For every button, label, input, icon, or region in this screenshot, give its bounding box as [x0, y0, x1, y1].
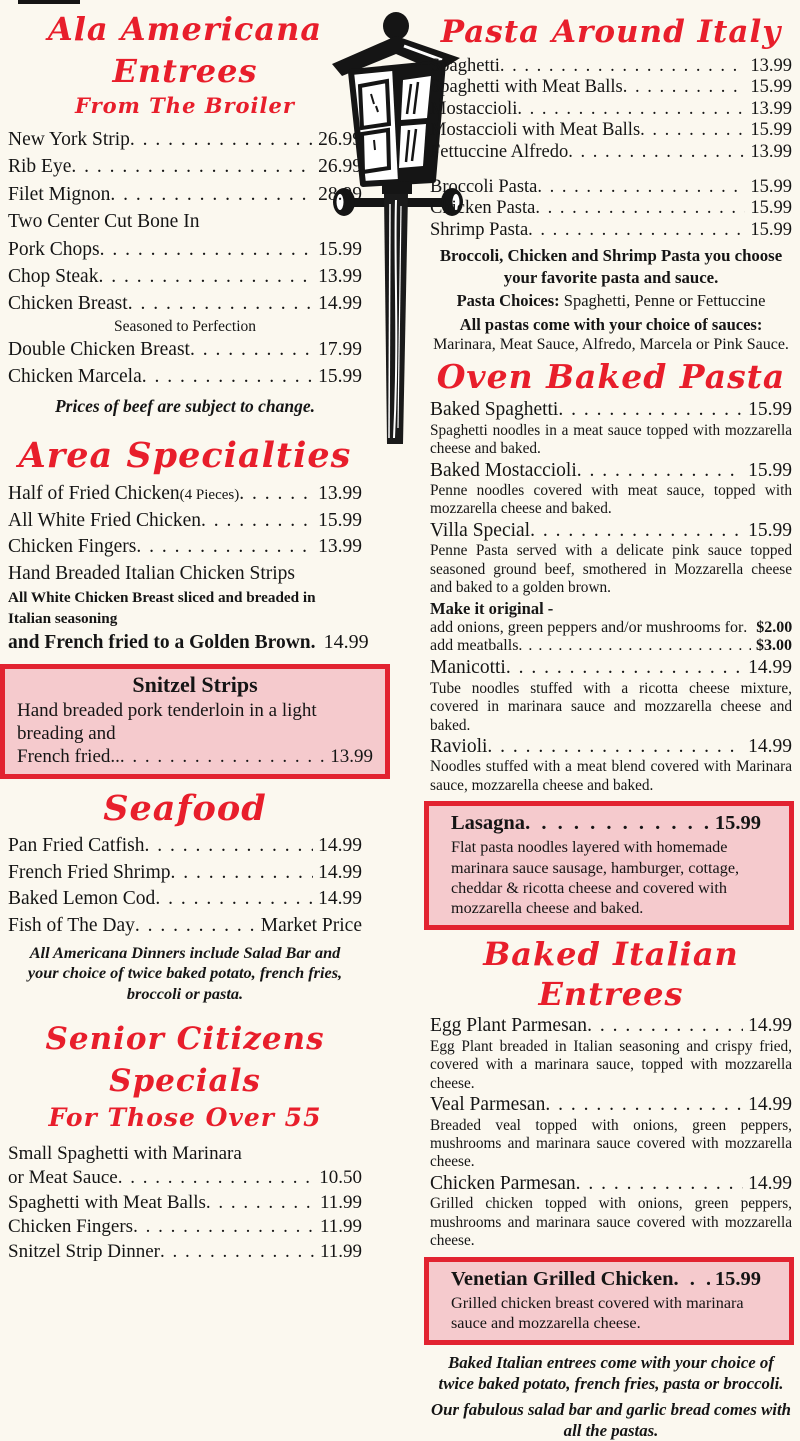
item-name: Chicken Marcela: [8, 366, 142, 388]
item-description: Penne Pasta served with a delicate pink sauce topped seasoned ground beef, smothered in Mozzarella cheese and baked to a golden brown.: [430, 542, 792, 597]
sauces-label: All pastas come with your choice of sauces:: [459, 315, 763, 335]
item-name: Shrimp Pasta: [430, 219, 529, 240]
dot-leader: [110, 181, 313, 208]
item-price: 15.99: [318, 238, 362, 260]
dot-leader: [201, 508, 313, 534]
item-name: New York Strip: [8, 129, 130, 150]
menu-item: [8, 1191, 362, 1215]
dot-leader: [525, 810, 710, 837]
chicken-breast-note: Seasoned to Perfection: [113, 317, 257, 335]
box-desc-line1: Hand breaded pork tenderloin in a light breading and: [17, 700, 317, 745]
item-price: 13.99: [318, 482, 362, 504]
menu-item: [8, 181, 362, 208]
menu-item: [8, 833, 362, 860]
dot-leader: [537, 177, 745, 198]
dot-leader: [311, 630, 319, 656]
menu-item: [430, 120, 792, 141]
item-price: 14.99: [318, 293, 362, 315]
section-subtitle-over-55: For Those Over 55: [48, 1103, 322, 1133]
dot-leader: [120, 745, 325, 768]
item-price: 17.99: [318, 338, 362, 360]
desc-text: French fried..: [17, 746, 120, 768]
item-name: Spaghetti: [430, 56, 500, 76]
menu-item: [430, 77, 792, 98]
box-title: Snitzel Strips: [132, 672, 258, 698]
desc-text: and French fried to a Golden Brown: [8, 631, 311, 653]
item-name: Chicken Pasta: [430, 198, 536, 219]
section-title-ala-americana: Ala Americana Entrees: [47, 10, 323, 90]
section-title-senior-specials: Senior Citizens Specials: [45, 1021, 325, 1100]
make-it-original-label: Make it original -: [430, 598, 554, 618]
item-price: 10.50: [319, 1167, 362, 1189]
americana-item-list: [8, 126, 362, 391]
area-specialties-list: [8, 481, 369, 656]
item-name: Chicken Breast: [8, 293, 128, 315]
dot-leader: [535, 198, 745, 219]
item-name: Venetian Grilled Chicken: [451, 1267, 674, 1290]
dot-leader: [518, 637, 751, 656]
addon-name: add meatballs: [430, 637, 519, 655]
menu-item-with-desc: [430, 398, 792, 458]
menu-item: [430, 99, 792, 120]
menu-item: [8, 1240, 362, 1264]
item-price: 15.99: [750, 219, 792, 240]
dot-leader: [528, 220, 745, 241]
dot-leader: [160, 1240, 315, 1264]
menu-item-with-desc: [430, 1014, 792, 1093]
menu-item: [8, 236, 362, 263]
menu-item: [8, 1166, 362, 1190]
box-desc-line2: [17, 745, 373, 768]
dot-leader: [640, 120, 745, 141]
menu-item: [8, 263, 362, 290]
item-name: Rib Eye: [8, 156, 72, 178]
salad-bar-note: Our fabulous salad bar and garlic bread comes with all the pastas.: [431, 1400, 791, 1440]
pasta-choices-line: [430, 290, 792, 311]
item-description: Breaded veal topped with onions, green peppers, mushrooms and marinara sauce covered with mozzarella cheese.: [430, 1116, 792, 1171]
chicken-strips-desc-line1: All White Chicken Breast sliced and breaded in Italian seasoning: [8, 588, 316, 627]
item-name: Spaghetti with Meat Balls: [8, 1191, 206, 1213]
right-column: [430, 0, 792, 1441]
menu-item-with-desc: [430, 1172, 792, 1251]
menu-item: [8, 913, 362, 940]
senior-specials-list: [8, 1142, 362, 1264]
item-name: Lasagna: [451, 812, 526, 835]
dot-leader: [517, 99, 745, 120]
item-description: Tube noodles stuffed with a ricotta cheese mixture, covered in marinara sauce and mozzarella cheese and baked.: [430, 679, 792, 734]
chicken-strips-desc-line2: [8, 629, 369, 656]
item-price: 14.99: [748, 735, 792, 757]
sauces-text: Marinara, Meat Sauce, Alfredo, Marcela or Pink Sauce.: [433, 336, 789, 354]
item-price: 13.99: [750, 56, 792, 76]
menu-item: [8, 153, 362, 180]
item-price: 26.99: [318, 156, 362, 178]
dot-leader: [239, 481, 313, 507]
item-price: 13.99: [750, 98, 792, 119]
pasta-choose-note: Broccoli, Chicken and Shrimp Pasta you choose your favorite pasta and sauce.: [439, 246, 783, 287]
item-name: Chicken Parmesan: [430, 1172, 576, 1194]
item-price: 15.99: [750, 120, 792, 141]
menu-item: [8, 860, 362, 887]
item-name: Small Spaghetti with Marinara: [8, 1143, 242, 1165]
menu-item-with-desc: [430, 1093, 792, 1172]
section-title-pasta-around-italy: Pasta Around Italy: [440, 14, 782, 50]
item-price: 26.99: [318, 129, 362, 150]
item-name: Baked Spaghetti: [430, 399, 559, 421]
item-name: Broccoli Pasta: [430, 177, 538, 198]
dot-leader: [673, 1266, 709, 1293]
menu-item-with-desc: [430, 459, 792, 519]
dot-leader: [135, 913, 256, 940]
item-name: or Meat Sauce: [8, 1167, 118, 1189]
item-name: Hand Breaded Italian Chicken Strips: [8, 562, 296, 584]
item-price: 14.99: [318, 888, 362, 910]
item-name: Chicken Fingers: [8, 1216, 134, 1238]
item-price: 15.99: [714, 1267, 761, 1290]
item-description: Flat pasta noodles layered with homemade marinara sauce sausage, hamburger, cottage, cheddar & ricotta cheese and covered with mozzarella cheese and baked.: [451, 838, 740, 918]
item-name: Chop Steak: [8, 266, 99, 288]
item-description: Grilled chicken topped with onions, green peppers, mushrooms and marinara sauce covered with mozzarella cheese.: [430, 1195, 792, 1250]
dot-leader: [118, 1166, 315, 1190]
item-price: 11.99: [319, 1240, 362, 1262]
beef-price-disclaimer: Prices of beef are subject to change.: [54, 395, 315, 416]
menu-item: [8, 290, 362, 317]
americana-dinners-note-line1: All Americana Dinners include Salad Bar and: [29, 942, 341, 962]
dot-leader: [545, 1093, 743, 1117]
item-name: Two Center Cut Bone In: [8, 211, 200, 233]
item-price: 15.99: [318, 366, 362, 388]
item-description: Spaghetti noodles in a meat sauce topped with mozzarella cheese and baked.: [430, 421, 792, 458]
item-price: Market Price: [260, 914, 362, 936]
dot-leader: [190, 336, 313, 363]
item-price: 14.99: [748, 1172, 792, 1194]
item-price: 15.99: [750, 177, 792, 198]
menu-item: [8, 363, 362, 390]
section-title-seafood: Seafood: [103, 788, 267, 830]
left-column: [8, 0, 373, 1264]
item-description: Penne noodles covered with meat sauce, topped with mozzarella cheese and baked.: [430, 482, 792, 518]
menu-item: [8, 508, 362, 534]
item-name: Egg Plant Parmesan: [430, 1015, 588, 1037]
item-price: 15.99: [748, 519, 792, 541]
dot-leader: [142, 363, 313, 390]
item-price: 15.99: [748, 459, 792, 481]
item-name: Ravioli: [430, 735, 488, 757]
menu-item-with-desc: [430, 519, 792, 598]
item-name: Baked Mostaccioli: [430, 459, 577, 481]
item-name: French Fried Shrimp: [8, 861, 171, 883]
item-name: Half of Fried Chicken: [8, 482, 180, 504]
lasagna-highlight-box: [424, 801, 794, 930]
menu-item: [8, 1215, 362, 1239]
item-price: 13.99: [318, 266, 362, 288]
item-name: Villa Special: [430, 519, 531, 541]
section-title-oven-baked-pasta: Oven Baked Pasta: [436, 357, 786, 397]
pasta-choices-label: Pasta Choices:: [456, 291, 560, 311]
section-title-area-specialties: Area Specialties: [18, 434, 352, 476]
item-name: Fettuccine Alfredo: [430, 141, 569, 162]
addon-price: $2.00: [756, 618, 793, 636]
dot-leader: [500, 56, 745, 77]
dot-leader: [530, 519, 743, 543]
item-price: 14.99: [748, 657, 792, 679]
seafood-list: [8, 833, 362, 939]
dot-leader: [136, 534, 313, 560]
dot-leader: [128, 290, 313, 317]
menu-item: [430, 56, 792, 77]
pasta-choices-text: Spaghetti, Penne or Fettuccine: [559, 291, 766, 311]
item-price: 15.99: [750, 198, 792, 219]
item-price: 14.99: [318, 861, 362, 883]
dot-leader: [568, 142, 745, 163]
item-name: Fish of The Day: [8, 914, 135, 936]
snitzel-strips-highlight-box: [0, 664, 390, 779]
item-description: Grilled chicken breast covered with marinara sauce and mozzarella cheese.: [451, 1293, 744, 1332]
item-name: Veal Parmesan: [430, 1094, 546, 1116]
menu-item: [430, 177, 792, 198]
addon-name: add onions, green peppers and/or mushrooms for: [430, 618, 744, 636]
item-name: Pan Fried Catfish: [8, 835, 145, 857]
menu-item: [430, 198, 792, 219]
item-name: Mostaccioli: [430, 98, 518, 119]
item-price: 28.99: [318, 183, 362, 205]
item-name: Baked Lemon Cod: [8, 888, 156, 910]
item-description: Egg Plant breaded in Italian seasoning and crispy fried, covered with a marinara sauce, topped with mozzarella cheese.: [430, 1037, 792, 1092]
dot-leader: [170, 860, 313, 887]
venetian-chicken-highlight-box: [424, 1257, 794, 1346]
item-name: Filet Mignon: [8, 183, 111, 205]
menu-item: [8, 481, 362, 508]
item-description: Noodles stuffed with a meat blend covered with Marinara sauce, mozzarella cheese and baked.: [430, 758, 792, 794]
dot-leader: [130, 126, 313, 153]
box-title-row: [451, 1266, 775, 1293]
item-price: 14.99: [748, 1094, 792, 1116]
item-name: Chicken Fingers: [8, 536, 137, 558]
menu-item: [8, 534, 362, 560]
item-price: 11.99: [319, 1216, 362, 1238]
menu-item: [8, 1142, 362, 1166]
dot-leader: [206, 1191, 315, 1215]
dot-leader: [558, 398, 743, 422]
pasta-italy-list: [430, 56, 792, 241]
dot-leader: [71, 153, 313, 180]
menu-item: [430, 142, 792, 163]
item-price: 14.99: [318, 835, 362, 857]
item-price: 15.99: [750, 77, 792, 98]
item-name: Spaghetti with Meat Balls: [430, 77, 623, 98]
dot-leader: [155, 886, 313, 913]
item-qualifier: (4 Pieces): [179, 486, 240, 503]
menu-item-with-desc: [430, 735, 792, 795]
section-title-baked-italian-entrees: Baked Italian Entrees: [483, 935, 739, 1014]
baked-italian-sides-note: Baked Italian entrees come with your choice of twice baked potato, french fries, pasta or broccoli.: [438, 1353, 784, 1393]
item-price: 15.99: [714, 812, 761, 835]
menu-item: [8, 561, 362, 587]
addon-item: [430, 619, 792, 638]
item-price: 14.99: [323, 630, 369, 653]
dot-leader: [506, 656, 743, 680]
item-price: 13.99: [318, 536, 362, 558]
dot-leader: [145, 833, 314, 860]
box-title-row: [451, 810, 775, 837]
dot-leader: [98, 263, 313, 290]
item-price: 14.99: [748, 1015, 792, 1037]
item-price: 13.99: [330, 746, 373, 768]
item-name: Pork Chops: [8, 238, 100, 260]
dot-leader: [587, 1014, 743, 1038]
section-subtitle-broiler: From The Broiler: [75, 93, 295, 118]
menu-item: [430, 220, 792, 241]
dot-leader: [133, 1215, 315, 1239]
item-name: Double Chicken Breast: [8, 338, 190, 360]
item-name: Mostaccioli with Meat Balls: [430, 120, 641, 141]
menu-item-with-desc: [430, 656, 792, 735]
dot-leader: [743, 619, 751, 638]
addon-item: [430, 637, 792, 656]
item-price: 15.99: [748, 399, 792, 421]
item-price: 11.99: [319, 1191, 362, 1213]
item-name: Manicotti: [430, 657, 506, 679]
dot-leader: [577, 459, 743, 483]
menu-item: [8, 336, 362, 363]
addon-price: $3.00: [756, 637, 792, 655]
americana-dinners-note-line2: your choice of twice baked potato, french fries, broccoli or pasta.: [27, 963, 343, 1003]
item-name: All White Fried Chicken: [8, 509, 201, 531]
item-name: Snitzel Strip Dinner: [8, 1240, 160, 1262]
menu-item: [8, 126, 362, 153]
menu-item: [8, 886, 362, 913]
menu-item: [8, 208, 362, 235]
dot-leader: [100, 236, 314, 263]
dot-leader: [487, 735, 743, 759]
dot-leader: [623, 77, 746, 98]
dot-leader: [576, 1172, 743, 1196]
item-price: 15.99: [318, 509, 362, 531]
item-price: 13.99: [750, 141, 792, 162]
